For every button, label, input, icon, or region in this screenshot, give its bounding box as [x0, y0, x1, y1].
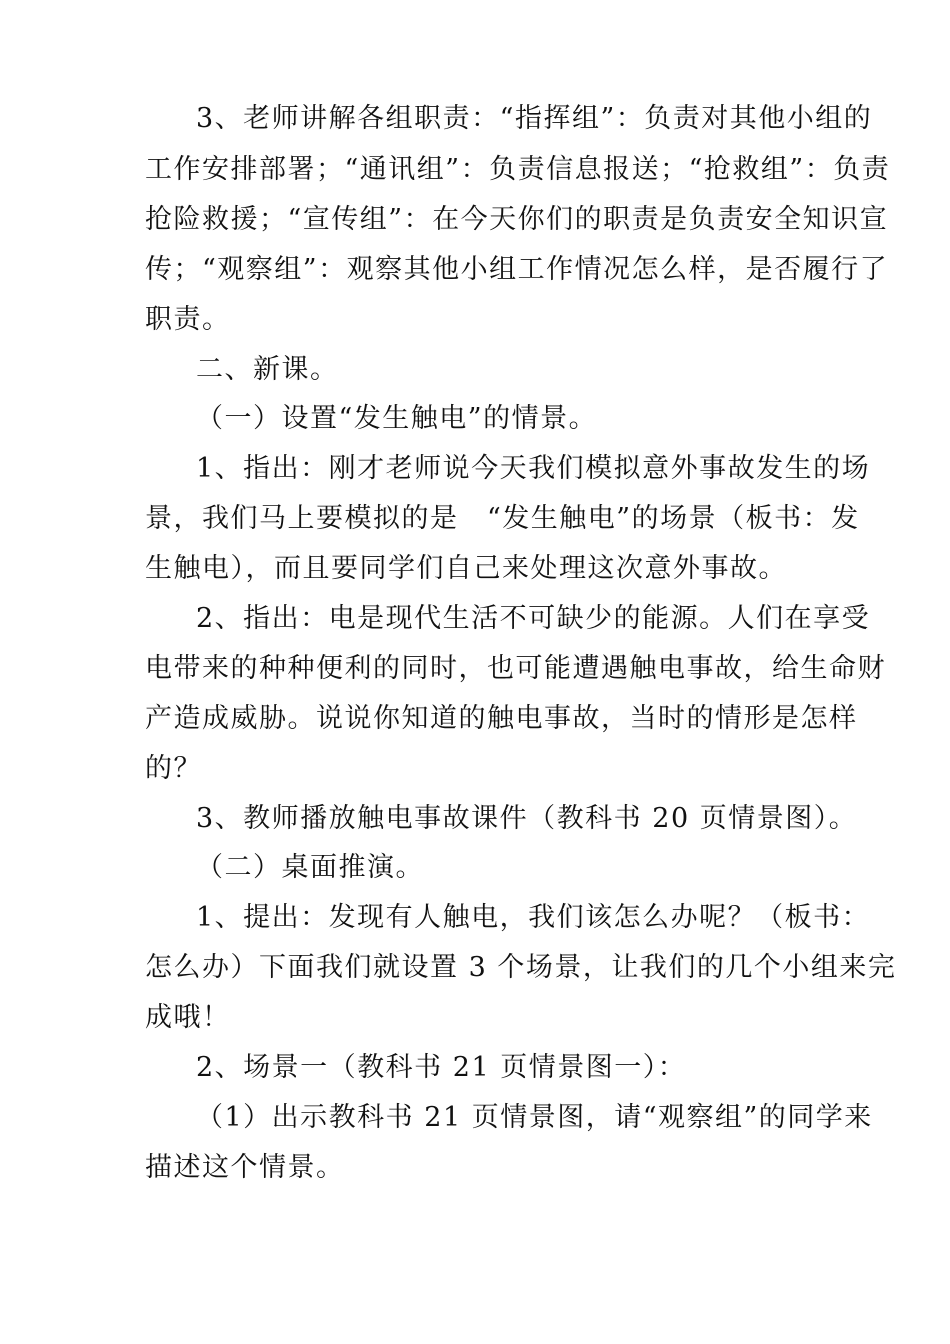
paragraph-line: 景，我们马上要模拟的是 “发生触电”的场景（板书：发: [145, 503, 860, 534]
paragraph-line: 3、教师播放触电事故课件（教科书 20 页情景图）。: [196, 803, 858, 834]
paragraph-line: 3、老师讲解各组职责：“指挥组”：负责对其他小组的: [196, 103, 873, 134]
paragraph-line: 电带来的种种便利的同时，也可能遭遇触电事故，给生命财: [145, 653, 886, 684]
paragraph-line: 产造成威胁。说说你知道的触电事故，当时的情形是怎样: [145, 703, 858, 734]
paragraph-line: 2、指出：电是现代生活不可缺少的能源。人们在享受: [196, 603, 871, 634]
paragraph-line: 的？: [145, 753, 202, 784]
paragraph-line: 抢险救援；“宣传组”：在今天你们的职责是负责安全知识宣: [145, 204, 889, 235]
subsection-heading: （二）桌面推演。: [196, 852, 424, 883]
paragraph-line: 生触电），而且要同学们自己来处理这次意外事故。: [145, 553, 787, 584]
paragraph-line: （1）出示教科书 21 页情景图，请“观察组”的同学来: [196, 1102, 873, 1133]
paragraph-line: 怎么办）下面我们就设置 3 个场景，让我们的几个小组来完: [145, 952, 897, 983]
paragraph-line: 描述这个情景。: [145, 1152, 345, 1183]
section-heading: 二、新课。: [196, 354, 339, 385]
paragraph-line: 1、指出：刚才老师说今天我们模拟意外事故发生的场: [196, 453, 871, 484]
paragraph-line: 工作安排部署；“通讯组”：负责信息报送；“抢救组”：负责: [145, 154, 891, 185]
paragraph-line: 职责。: [145, 304, 231, 335]
subsection-heading: （一）设置“发生触电”的情景。: [196, 403, 598, 434]
paragraph-line: 2、场景一（教科书 21 页情景图一）：: [196, 1052, 687, 1083]
paragraph-line: 传；“观察组”：观察其他小组工作情况怎么样，是否履行了: [145, 254, 889, 285]
paragraph-line: 1、提出：发现有人触电，我们该怎么办呢？（板书：: [196, 902, 871, 933]
paragraph-line: 成哦！: [145, 1002, 231, 1033]
